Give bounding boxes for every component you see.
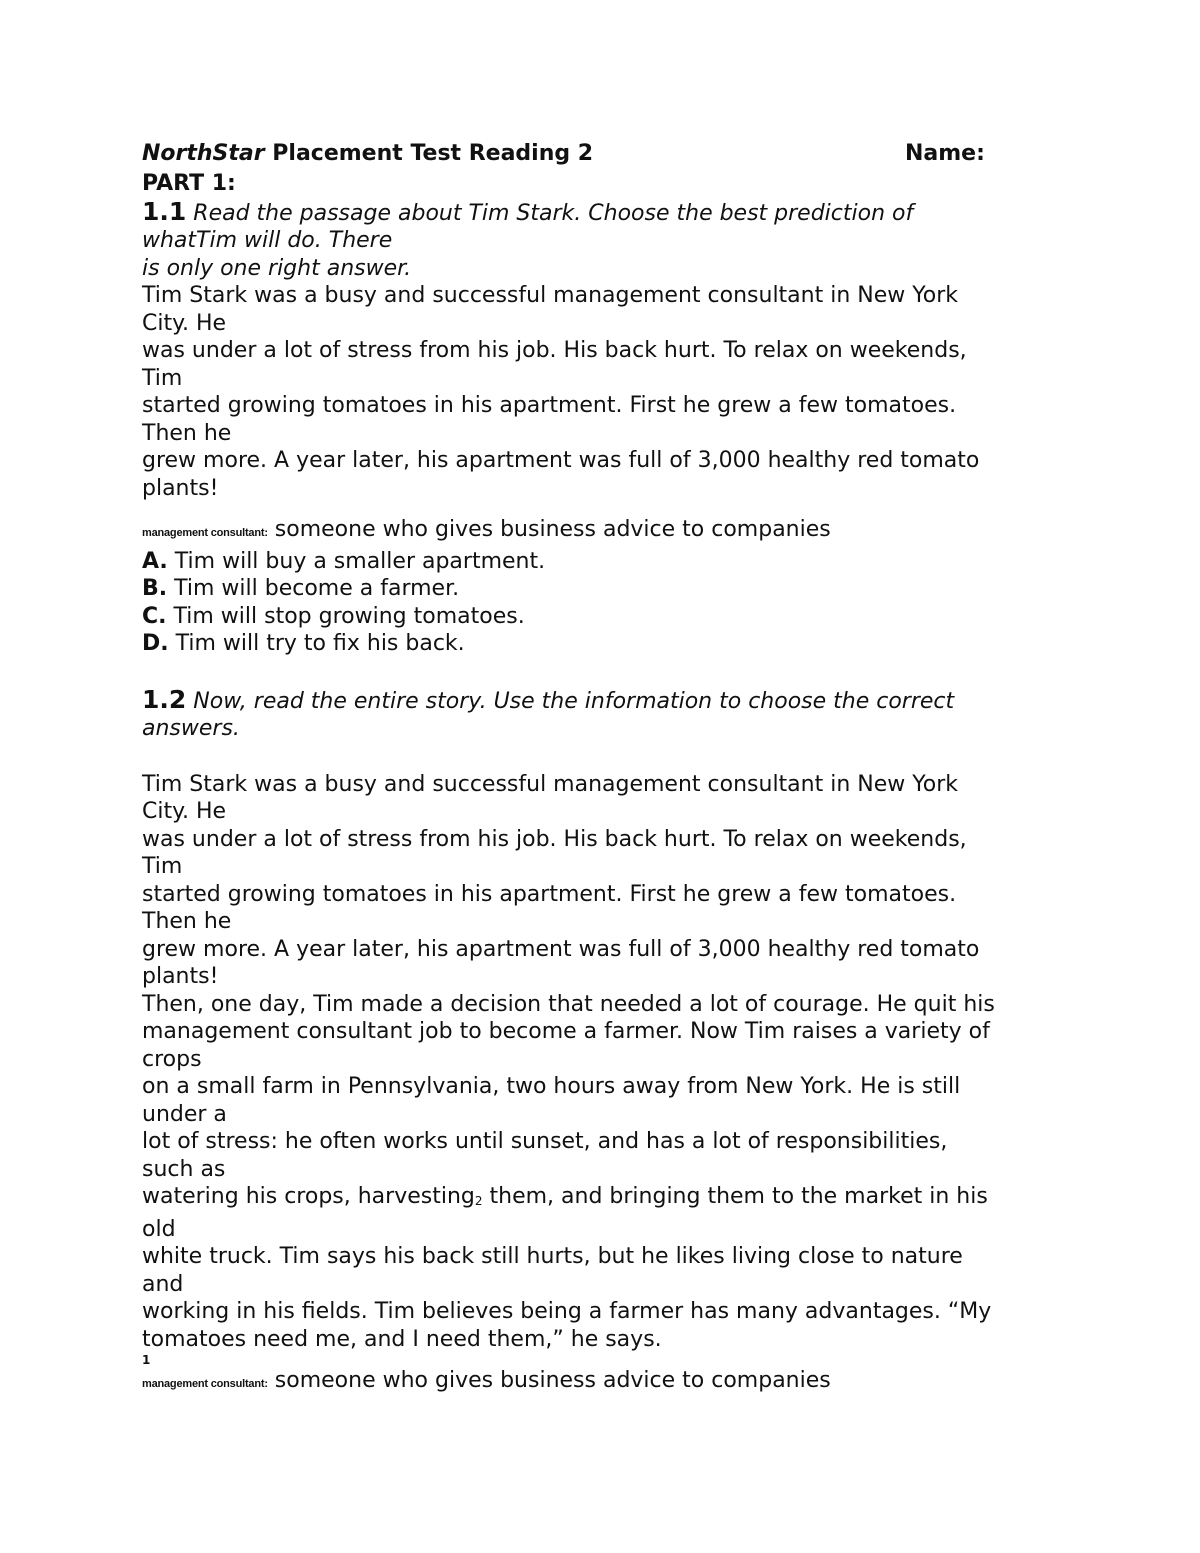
answer-option-c[interactable]: C. Tim will stop growing tomatoes. (142, 603, 525, 629)
question-instructions: 1.1 Read the passage about Tim Stark. Choose the best prediction of (142, 196, 914, 226)
glossary-term: management consultant: (142, 1378, 268, 1390)
document-header (142, 140, 1072, 170)
answer-options (142, 548, 1072, 658)
answer-option-d[interactable]: D. Tim will try to fix his back. (142, 631, 465, 656)
passage: Tim Stark was a busy and successful management consultant in New York City. He was under a lot of stress from his job. His back hurt. To relax on weekends, Tim started growing tomatoes in his apartment. First he grew a few tomatoes. Then he grew more. A year later, his apartment was full of 3,000 healthy red tomato plants! (142, 283, 980, 501)
document-title (142, 140, 593, 168)
answer-option-b[interactable]: B. Tim will become a farmer. (142, 576, 460, 601)
question-1-1: 1.1 Read the passage about Tim Stark. Choose the best prediction of whatTim will do. There is only one right answer. Tim Stark was a busy and successful management consultant in New York City. He was under a lot of stress from his job. His back hurt. To relax on weekends, Tim started growing tomatoes in his apartment. First he grew a few tomatoes. Then he grew more. A year later, his apartment was full of 3,000 healthy red tomato plants! management consultant: someone who gives business advice to companies A. Tim will buy a smaller apartment. B. Tim will become a farmer. C. Tim will stop growing tomatoes. D. Tim will try to fix his back. (142, 198, 1072, 658)
question-number: 1.2 (142, 684, 187, 714)
title-brand: NorthStar (142, 141, 265, 166)
name-label: Name: (905, 141, 985, 166)
glossary-term: management consultant: (142, 527, 268, 539)
glossary-note (142, 1367, 1072, 1399)
footnote-marker: 2 (474, 1194, 483, 1208)
glossary-definition: someone who gives business advice to companies (267, 517, 831, 542)
footnote (142, 1353, 1072, 1399)
glossary-note (142, 516, 1072, 548)
glossary-definition: someone who gives business advice to companies (267, 1368, 831, 1393)
answer-option-a[interactable]: A. Tim will buy a smaller apartment. (142, 548, 546, 574)
question-instructions: 1.2 Now, read the entire story. Use the information to choose the correct (142, 684, 955, 714)
passage: Tim Stark was a busy and successful management consultant in New York City. He was under a lot of stress from his job. His back hurt. To relax on weekends, Tim started growing tomatoes in his apartment. First he grew a few tomatoes. Then he grew more. A year later, his apartment was full of 3,000 healthy red tomato plants! Then, one day, Tim made a decision that needed a lot of courage. He quit his management consultant job to become a farmer. Now Tim raises a variety of crops on a small farm in Pennsylvania, two hours away from New York. He is still under a lot of stress: he often works until sunset, and has a lot of responsibilities, such as watering his crops, harvesting2 them, and bringing them to the market in his old white truck. Tim says his back still hurts, but he likes living close to nature and working in his fields. Tim believes being a farmer has many advantages. “My tomatoes need me, and I need them,” he says. (142, 771, 995, 1352)
question-number: 1.1 (142, 196, 187, 226)
question-1-2: 1.2 Now, read the entire story. Use the information to choose the correct answers. Tim Stark was a busy and successful management consultant in New York City. He was under a lot of stress from his job. His back hurt. To relax on weekends, Tim started growing tomatoes in his apartment. First he grew a few tomatoes. Then he grew more. A year later, his apartment was full of 3,000 healthy red tomato plants! Then, one day, Tim made a decision that needed a lot of courage. He quit his management consultant job to become a farmer. Now Tim raises a variety of crops on a small farm in Pennsylvania, two hours away from New York. He is still under a lot of stress: he often works until sunset, and has a lot of responsibilities, such as watering his crops, harvesting2 them, and bringing them to the market in his old white truck. Tim says his back still hurts, but he likes living close to nature and working in his fields. Tim believes being a farmer has many advantages. “My tomatoes need me, and I need them,” he says. 1 management consultant: someone who gives business advice to companies (142, 686, 1072, 1399)
title-rest: Placement Test Reading 2 (264, 141, 594, 166)
footnote-number: 1 (142, 1353, 151, 1367)
part-label: PART 1: (142, 171, 236, 196)
document-page (142, 140, 1072, 1399)
